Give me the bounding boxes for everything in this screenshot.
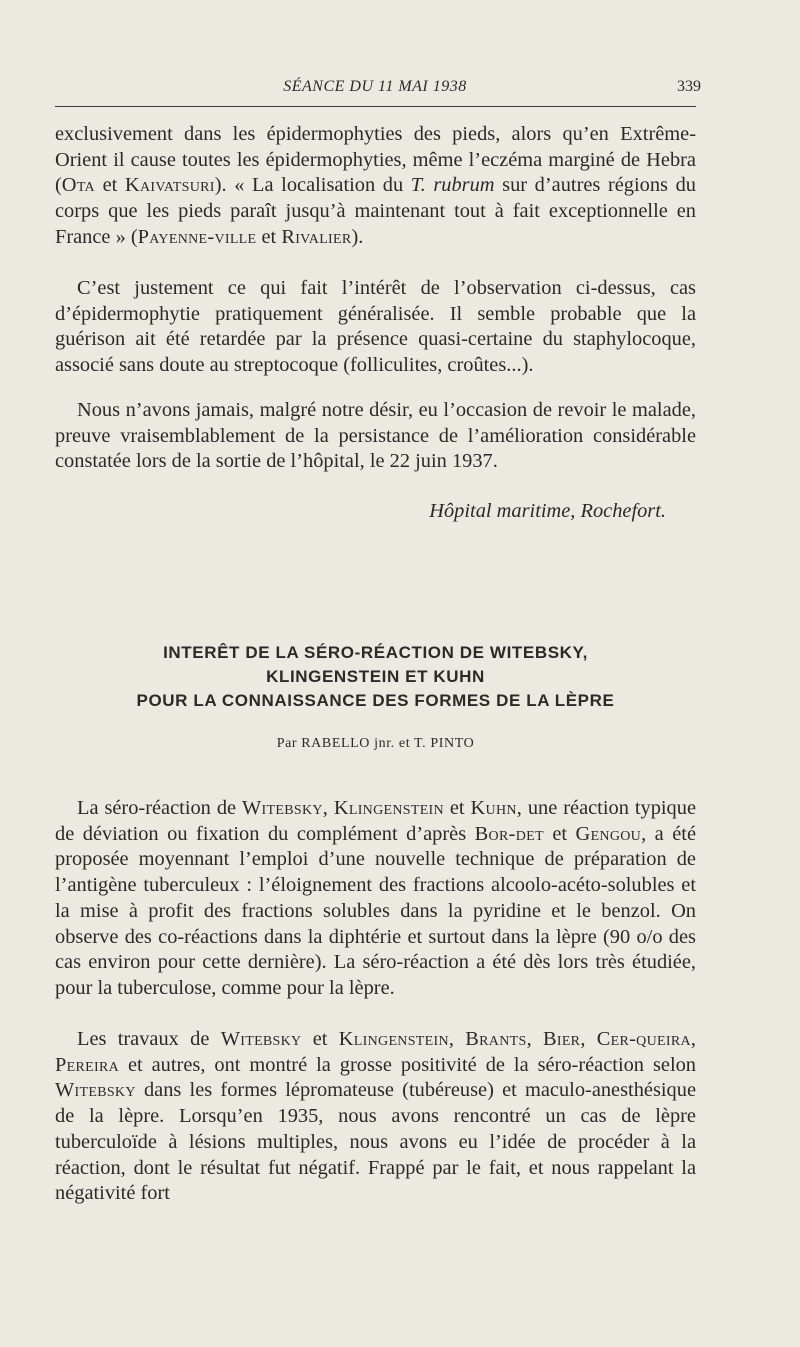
author-name: Cer-queira: [596, 1028, 691, 1050]
text-run: et: [543, 822, 576, 845]
text-run: ,: [690, 1028, 696, 1050]
author-name: Witebsky: [220, 1028, 302, 1050]
author-name: Ota: [61, 174, 95, 197]
text-run: et autres, ont montré la grosse positivité de la séro-réaction selon: [119, 1053, 696, 1076]
text-run: , une réaction typique de déviation ou fixation du complément d’après: [55, 797, 696, 845]
running-title: SÉANCE DU 11 MAI 1938: [283, 78, 467, 95]
text-run: et: [256, 225, 282, 248]
author-name: Gengou: [575, 822, 642, 845]
article2-paragraph-2: [55, 1027, 696, 1207]
running-head: [55, 78, 701, 102]
author-name: Kaivatsuri: [124, 174, 215, 197]
author-name: Witebsky: [55, 1079, 136, 1102]
text-run: ).: [351, 225, 364, 248]
text-run: ). « La localisation du: [214, 174, 411, 197]
author-name: Kuhn: [470, 797, 517, 819]
text-run: et: [94, 174, 125, 197]
text-run: et: [443, 797, 471, 819]
signature-place: Hôpital maritime, Rochefort.: [429, 500, 666, 522]
text-run: ,: [448, 1028, 466, 1050]
text-run: exclusivement dans les épidermophyties des pieds, alors qu’en Extrême-Orient il cause toutes les épidermophyties, même l’eczéma marginé de Hebra (: [55, 123, 696, 197]
text-run: ,: [580, 1028, 597, 1050]
species-name: T. rubrum: [410, 174, 495, 197]
text-run: , a été proposée moyennant l’emploi d’une nouvelle technique de préparation de l’antigène tuberculeux : l’éloignement des fractions alcoolo-acéto-solubles et la mise à profit des fractions solubles dans la pyridine et le benzol. On observe des co-réactions dans la diphtérie et surtout dans la lèpre (90 o/o des cas environ pour cette dernière). La séro-réaction a été dès lors très étudiée, pour la tuberculose, comme pour la lèpre.: [55, 822, 696, 999]
article1-paragraph-3: Nous n’avons jamais, malgré notre désir, eu l’occasion de revoir le malade, preuve vraisemblablement de la persistance de l’amélioration considérable constatée lors de la sortie de l’hôpital, le 22 juin 1937.: [55, 399, 696, 473]
article-title-line-3: POUR LA CONNAISSANCE DES FORMES DE LA LÈPRE: [136, 691, 615, 710]
text-run: ,: [526, 1028, 543, 1050]
author-name: Payenne-ville: [137, 225, 257, 248]
article1-paragraph-1: [55, 122, 696, 251]
article-title-line-2: KLINGENSTEIN ET KUHN: [266, 667, 485, 686]
byline: Par RABELLO jnr. et T. PINTO: [276, 736, 475, 751]
author-name: Bier: [542, 1028, 581, 1050]
author-name: Pereira: [55, 1053, 119, 1076]
author-name: Klingenstein: [338, 1028, 449, 1050]
author-name: Klingenstein: [333, 797, 444, 819]
article1-paragraph-2: C’est justement ce qui fait l’intérêt de l’observation ci-dessus, cas d’épidermophytie pratiquement généralisée. Il semble probable que la guérison ait été retardée par la présence quasi-certaine du staphylocoque, associé sans doute au streptocoque (folliculites, croûtes...).: [55, 277, 696, 377]
text-run: Les travaux de: [77, 1028, 221, 1050]
author-name: Brants: [465, 1028, 527, 1050]
text-run: et: [301, 1028, 339, 1050]
text-run: sur d’autres régions du corps que les pieds paraît jusqu’à maintenant tout à fait exceptionnelle en France » (: [55, 174, 697, 248]
text-run: ,: [322, 797, 334, 819]
author-name: Bor-det: [474, 822, 544, 845]
text-run: La séro-réaction de: [77, 797, 243, 819]
article-title-line-1: INTERÊT DE LA SÉRO-RÉACTION DE WITEBSKY,: [163, 643, 588, 662]
header-rule: [55, 106, 696, 107]
page-number: 339: [677, 78, 701, 95]
article2-paragraph-1: [55, 796, 696, 1002]
text-run: dans les formes lépromateuse (tubéreuse) et maculo-anesthésique de la lèpre. Lorsqu’en 1935, nous avons rencontré un cas de lèpre tuberculoïde à lésions multiples, nous avons eu l’idée de procéder à la réaction, dont le résultat fut négatif. Frappé par le fait, et nous rappelant la négativité fort: [55, 1079, 696, 1205]
author-name: Rivalier: [281, 225, 352, 248]
author-name: Witebsky: [242, 797, 323, 819]
